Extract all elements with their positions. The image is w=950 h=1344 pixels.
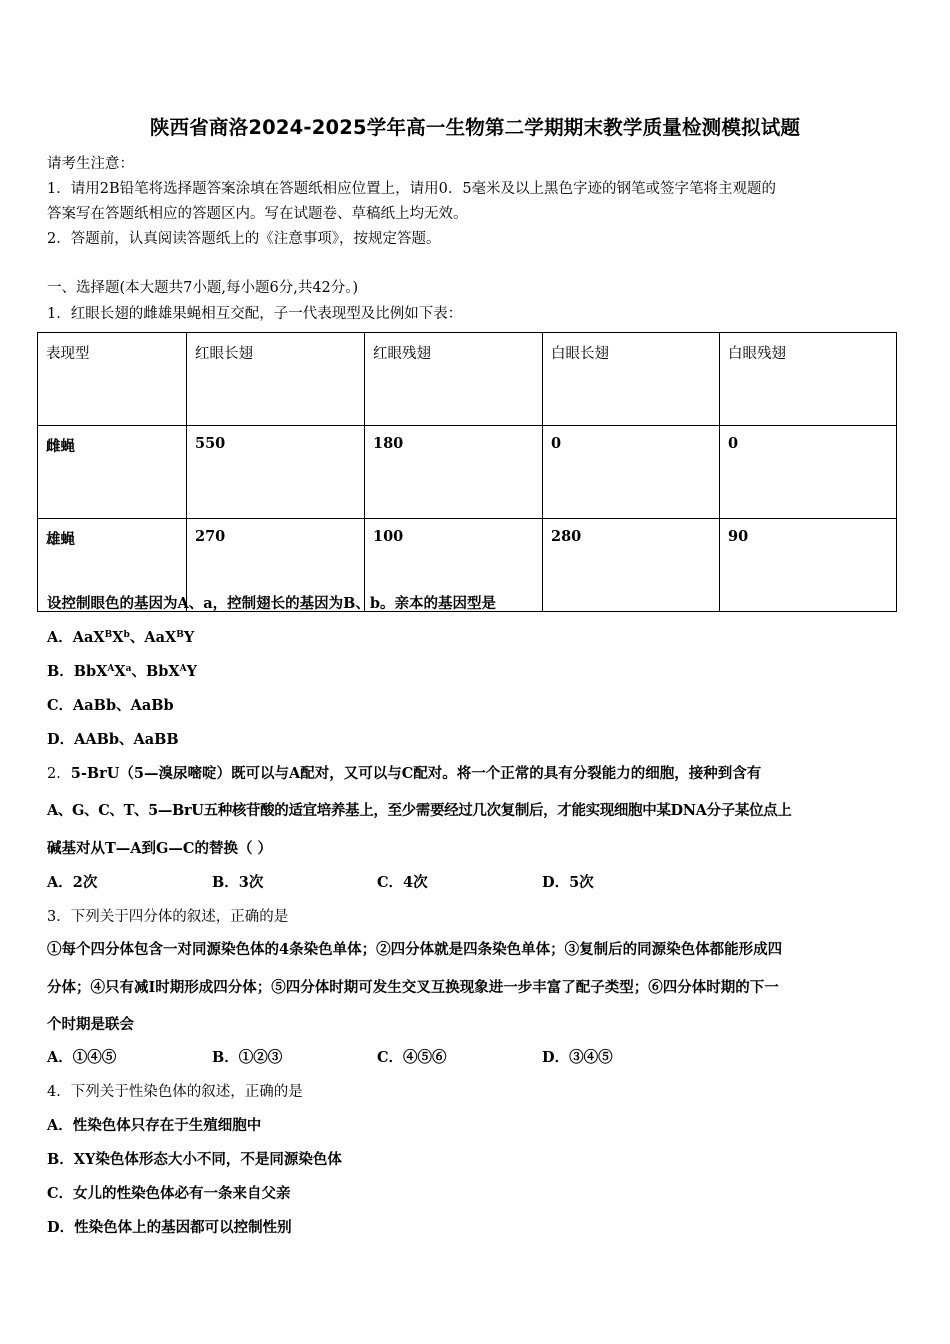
table-row <box>38 426 897 519</box>
q1-option-d: D．AABb、AaBB <box>47 731 179 748</box>
table-cell: 550 <box>187 426 365 519</box>
section-heading: 一、选择题(本大题共7小题,每小题6分,共42分。) <box>47 280 359 296</box>
q2-line-1: 2．5-BrU（5—溴尿嘧啶）既可以与A配对，又可以与C配对。将一个正常的具有分裂能力的细胞，接种到含有 <box>47 765 762 782</box>
q2-option-b: B．3次 <box>212 874 264 891</box>
q1-option-a: A．$AaX^BX^b$、AaX$^B$Y <box>47 629 195 646</box>
q2-option-d: D．5次 <box>542 874 594 891</box>
q3-option-b: B．①②③ <box>212 1049 283 1066</box>
q3-stem: 3．下列关于四分体的叙述，正确的是 <box>47 909 289 925</box>
table-header-row <box>38 333 897 426</box>
q4-option-b: B．XY染色体形态大小不同，不是同源染色体 <box>47 1151 342 1168</box>
q1-option-b: B．$BbX^AX^a$、BbX$^A$Y <box>47 663 197 680</box>
q3-option-c: C．④⑤⑥ <box>377 1049 447 1066</box>
q2-option-c: C．4次 <box>377 874 428 891</box>
table-header-cell: 红眼残翅 <box>365 333 543 426</box>
q2-line-3: 碱基对从T—A到G—C的替换（ ） <box>47 840 273 857</box>
q4-option-a: A．性染色体只存在于生殖细胞中 <box>47 1117 262 1134</box>
q2-option-a: A．2次 <box>47 874 98 891</box>
q1-option-c: C．AaBb、AaBb <box>47 697 174 714</box>
table-cell: 270 <box>187 519 365 612</box>
table-cell: 0 <box>543 426 720 519</box>
q2-line-2: A、G、C、T、5—BrU五种核苷酸的适宜培养基上，至少需要经过几次复制后，才能实现细胞中某DNA分子某位点上 <box>47 802 792 819</box>
q3-line-3: 个时期是联会 <box>47 1016 134 1033</box>
table-header-cell: 白眼残翅 <box>720 333 897 426</box>
phenotype-table <box>37 332 897 612</box>
q3-option-a: A．①④⑤ <box>47 1049 117 1066</box>
q4-stem: 4．下列关于性染色体的叙述，正确的是 <box>47 1084 303 1100</box>
q4-option-d: D．性染色体上的基因都可以控制性别 <box>47 1219 292 1236</box>
table-cell: 雌蝇 <box>38 426 187 519</box>
table-header-cell: 白眼长翅 <box>543 333 720 426</box>
notice-line-1a: 1．请用2B铅笔将选择题答案涂填在答题纸相应位置上，请用0．5毫米及以上黑色字迹的钢笔或签字笔将主观题的 <box>47 181 777 197</box>
notice-heading: 请考生注意： <box>47 156 134 172</box>
q3-line-1: ①每个四分体包含一对同源染色体的4条染色单体；②四分体就是四条染色单体；③复制后的同源染色体都能形成四 <box>47 941 783 958</box>
q3-option-d: D．③④⑤ <box>542 1049 613 1066</box>
q1-stem: 1．红眼长翅的雌雄果蝇相互交配，子一代表现型及比例如下表： <box>47 306 463 322</box>
table-cell: 180 <box>365 426 543 519</box>
q1-question: 设控制眼色的基因为A、a，控制翅长的基因为B、b。亲本的基因型是 <box>47 595 497 612</box>
table-header-cell: 红眼长翅 <box>187 333 365 426</box>
table-cell: 90 <box>720 519 897 612</box>
table-cell: 280 <box>543 519 720 612</box>
q3-line-2: 分体；④只有减Ⅰ时期形成四分体；⑤四分体时期可发生交叉互换现象进一步丰富了配子类型；⑥四分体时期的下一 <box>47 979 779 996</box>
notice-line-1b: 答案写在答题纸相应的答题区内。写在试题卷、草稿纸上均无效。 <box>47 206 468 222</box>
table-cell: 雄蝇 <box>38 519 187 612</box>
page-title: 陕西省商洛2024-2025学年高一生物第二学期期末教学质量检测模拟试题 <box>149 116 801 139</box>
notice-line-2: 2．答题前，认真阅读答题纸上的《注意事项》，按规定答题。 <box>47 231 441 247</box>
table-cell: 100 <box>365 519 543 612</box>
table-header-cell: 表现型 <box>38 333 187 426</box>
table-cell: 0 <box>720 426 897 519</box>
q4-option-c: C．女儿的性染色体必有一条来自父亲 <box>47 1185 291 1202</box>
